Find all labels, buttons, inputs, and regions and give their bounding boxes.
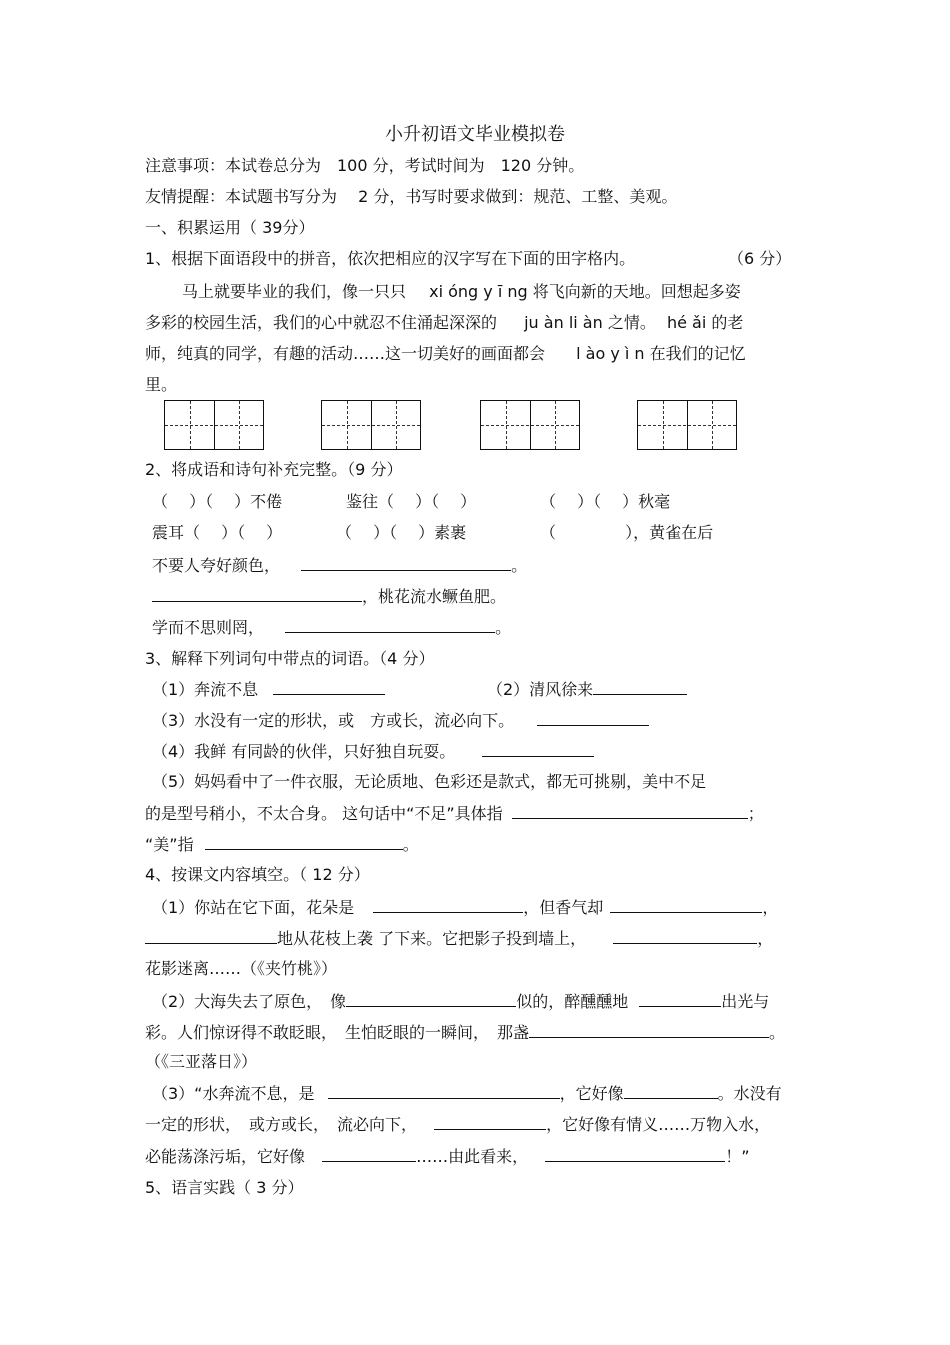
- q3-blank-buzu[interactable]: [512, 803, 748, 819]
- q4-1-line1: （1）你站在它下面，花朵是 ，但香气却 ，: [152, 898, 779, 917]
- poem-blank-3[interactable]: [285, 617, 495, 633]
- pinyin-juan-lian: ju àn li àn: [524, 313, 603, 332]
- q4-3-line3: 必能荡涤污垢，它好像 ……由此看来， ！”: [145, 1147, 750, 1166]
- tianzige-box-3[interactable]: [480, 400, 580, 450]
- note-exam-info: 注意事项：本试卷总分为 100 分，考试时间为 120 分钟。: [145, 156, 585, 175]
- q3-item-3: （3）水没有一定的形状，或 方或长，流必向下。: [152, 710, 649, 731]
- q3-item-5a: （5）妈妈看中了一件衣服，无论质地、色彩还是款式，都无可挑剔，美中不足: [152, 772, 707, 791]
- question-2-prompt: 2、将成语和诗句补充完整。（9 分）: [145, 460, 403, 479]
- q4-blank-7[interactable]: [529, 1022, 769, 1038]
- question-5-prompt: 5、语言实践（ 3 分）: [145, 1178, 304, 1197]
- tianzige-box-4[interactable]: [637, 400, 737, 450]
- q3-blank-3[interactable]: [537, 710, 649, 726]
- pinyin-xiong-ying: xi óng y ī ng: [429, 282, 528, 301]
- q1-score: （6 分）: [728, 249, 792, 268]
- pinyin-he-ai: hé ǎi: [666, 313, 707, 332]
- note-handwriting: 友情提醒：本试题书写分为 2 分，书写时要求做到：规范、工整、美观。: [145, 187, 678, 206]
- q1-para-line4: 里。: [145, 375, 178, 394]
- q4-blank-11[interactable]: [322, 1146, 416, 1162]
- idiom-3[interactable]: （ ）（ ）秋毫: [540, 492, 671, 511]
- q1-para-line1: 马上就要毕业的我们，像一只只 xi óng y ī ng 将飞向新的天地。回想起多姿: [182, 282, 741, 301]
- question-1-prompt: [145, 249, 635, 269]
- idiom-5[interactable]: （ ）（ ）素裹: [336, 523, 467, 542]
- q4-blank-1[interactable]: [373, 897, 523, 913]
- q1-para-line2: 多彩的校园生活，我们的心中就忍不住涌起深深的 ju àn li àn 之情。 hé ǎi 的老: [145, 313, 744, 332]
- q4-blank-8[interactable]: [328, 1083, 560, 1099]
- q4-blank-6[interactable]: [639, 991, 721, 1007]
- q4-3-line2: 一定的形状， 或方或长， 流必向下， ，它好像有情义……万物入水，: [145, 1115, 771, 1134]
- q4-blank-10[interactable]: [434, 1114, 546, 1130]
- q4-blank-3[interactable]: [145, 928, 277, 944]
- q4-blank-12[interactable]: [545, 1146, 725, 1162]
- section-heading: 一、积累运用（ 39分）: [145, 218, 315, 237]
- q4-2-line1: （2）大海失去了原色， 像 似的，醉醺醺地 出光与: [152, 992, 770, 1011]
- q4-blank-4[interactable]: [613, 928, 757, 944]
- q1-prompt-text: 1、根据下面语段中的拼音，依次把相应的汉字写在下面的田字格内。: [145, 249, 636, 268]
- q4-2-line2: 彩。人们惊讶得不敢眨眼， 生怕眨眼的一瞬间， 那盏 。: [145, 1023, 786, 1042]
- tianzige-box-2[interactable]: [321, 400, 421, 450]
- q4-blank-5[interactable]: [346, 991, 516, 1007]
- q3-item-5c: “美”指 。: [145, 835, 419, 854]
- q1-para-line3: 师，纯真的同学，有趣的活动……这一切美好的画面都会 l ào y ì n 在我们的记忆: [145, 344, 746, 363]
- q3-blank-mei[interactable]: [205, 834, 403, 850]
- q3-blank-1[interactable]: [273, 679, 385, 695]
- q3-blank-4[interactable]: [482, 741, 594, 757]
- question-3-prompt: 3、解释下列词句中带点的词语。（4 分）: [145, 649, 435, 668]
- tianzige-box-1[interactable]: [164, 400, 264, 450]
- q4-3-line1: （3）“水奔流不息，是 ，它好像 。水没有: [152, 1084, 782, 1103]
- q3-item-4: （4）我鲜 有同龄的伙伴，只好独自玩耍。: [152, 741, 594, 762]
- q3-blank-2[interactable]: [593, 679, 687, 695]
- pinyin-lao-yin: l ào y ì n: [576, 344, 645, 363]
- idiom-6[interactable]: （ ），黄雀在后: [540, 523, 714, 542]
- idiom-2[interactable]: 鉴往（ ）（ ）: [346, 492, 477, 511]
- q4-blank-2[interactable]: [610, 897, 762, 913]
- idiom-4[interactable]: 震耳（ ）（ ）: [152, 523, 283, 542]
- q4-2-line3: （《三亚落日》）: [145, 1052, 258, 1071]
- idiom-1[interactable]: （ ）（ ）不倦: [152, 492, 283, 511]
- q3-item-2: （2）清风徐来: [487, 679, 687, 700]
- page-title: 小升初语文毕业模拟卷: [385, 124, 565, 145]
- q3-item-1: （1）奔流不息: [152, 679, 385, 700]
- question-4-prompt: 4、按课文内容填空。（ 12 分）: [145, 865, 370, 884]
- q4-1-line3: 花影迷离……（《夹竹桃》）: [145, 959, 338, 978]
- q4-1-line2: 地从花枝上袭 了下来。它把影子投到墙上， ，: [145, 928, 773, 949]
- poem-line-3: 学而不思则罔， 。: [152, 618, 512, 637]
- q3-item-5b: 的是型号稍小，不太合身。 这句话中“不足”具体指 ；: [145, 804, 764, 823]
- q4-blank-9[interactable]: [624, 1083, 718, 1099]
- poem-line-2: ，桃花流水鳜鱼肥。: [152, 586, 506, 607]
- poem-line-1: 不要人夸好颜色， 。: [152, 556, 528, 575]
- poem-blank-2[interactable]: [152, 586, 362, 602]
- poem-blank-1[interactable]: [301, 555, 511, 571]
